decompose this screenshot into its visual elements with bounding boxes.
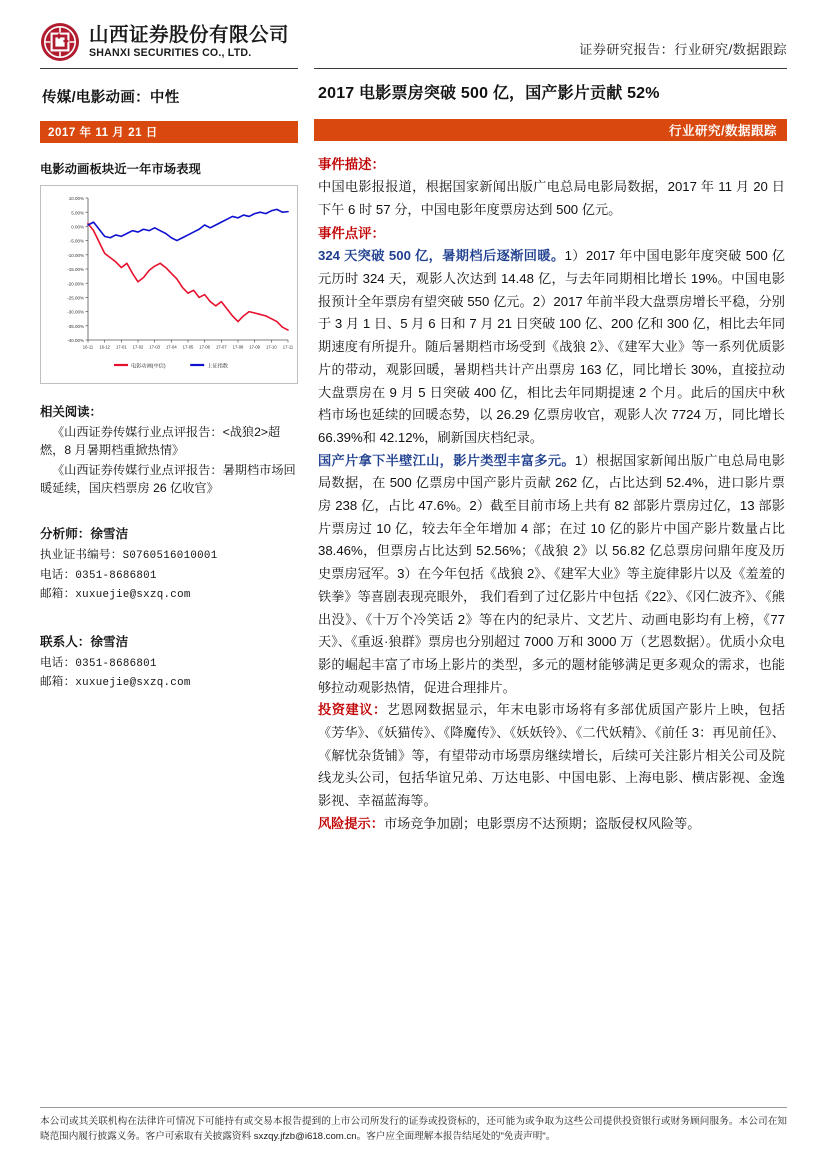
page-title: 2017 电影票房突破 500 亿，国产影片贡献 52% (318, 85, 660, 102)
investment-advice-body: 艺恩网数据显示，年末电影市场将有多部优质国产影片上映，包括《芳华》、《妖猫传》、《降魔传》、《妖妖铃》、《二代妖精》、《前任 3：再见前任》、《解忧杂货铺》等，有望带动市场票房继续增长，后续可关注影片相关公司及院线龙头公司，包括华谊兄弟、万达电影、中国电影、上海电影、横店影视、金逸影视、幸福蓝海等。 (318, 702, 786, 809)
analyst-email-label: 邮箱： (40, 587, 76, 601)
investment-advice-head: 投资建议： (318, 702, 387, 718)
comment-1-lead: 324 天突破 500 亿，暑期档后逐渐回暖。 (318, 248, 565, 264)
analyst-email (40, 585, 298, 604)
analyst-phone (40, 566, 298, 585)
svg-text:上证指数: 上证指数 (207, 363, 228, 370)
svg-text:电影动画(中信): 电影动画(中信) (131, 363, 166, 370)
body-columns (40, 69, 787, 836)
masthead (40, 0, 787, 62)
risk-warning-body: 市场竞争加剧；电影票房不达预期；盗版侵权风险等。 (383, 815, 701, 831)
page-footer (40, 1107, 787, 1145)
contact-email-value[interactable]: xuxuejie@sxzq.com (75, 677, 191, 690)
date-banner (40, 121, 298, 143)
svg-text:-30.00%: -30.00% (67, 309, 84, 315)
comment-2-lead: 国产片拿下半壁江山，影片类型丰富多元。 (318, 452, 575, 468)
footer-disclaimer: 本公司或其关联机构在法律许可情况下可能持有或交易本报告提到的上市公司所发行的证券或投资标的，还可能为或争取为这些公司提供投资银行或财务顾问服务。本公司在知晓范围内履行披露义务。客户可索取有关披露资料 sxzqy.jfzb@i618.com.cn。客户应全面理解本报告结尾处的"免责声明"。 (40, 1115, 787, 1143)
svg-text:17-09: 17-09 (249, 344, 261, 350)
svg-text:-5.00%: -5.00% (69, 238, 84, 244)
report-kind-label: 证券研究报告：行业研究/数据跟踪 (579, 42, 787, 57)
analyst-email-value[interactable]: xuxuejie@sxzq.com (75, 589, 191, 602)
svg-text:17-01: 17-01 (115, 344, 127, 350)
analyst-license-value: S0760516010001 (122, 550, 218, 563)
date-banner-text: 2017 年 11 月 21 日 (48, 126, 158, 139)
brand-block (40, 22, 298, 62)
brand-names (89, 25, 289, 60)
left-column (40, 69, 298, 836)
svg-text:10.00%: 10.00% (68, 196, 84, 202)
svg-text:17-05: 17-05 (182, 344, 194, 350)
chart-title: 电影动画板块近一年市场表现 (40, 162, 202, 176)
market-performance-chart (40, 185, 298, 384)
event-comment-head: 事件点评： (318, 226, 385, 242)
comment-paragraph-1 (318, 245, 785, 449)
chart-svg (44, 190, 294, 380)
comment-paragraph-2 (318, 450, 785, 700)
shanxi-securities-seal-logo (40, 22, 80, 62)
svg-text:17-04: 17-04 (165, 344, 177, 350)
svg-text:-20.00%: -20.00% (67, 281, 84, 287)
svg-text:-15.00%: -15.00% (67, 267, 84, 273)
analyst-block (40, 523, 298, 604)
svg-text:-35.00%: -35.00% (67, 323, 84, 329)
svg-text:16-11: 16-11 (82, 344, 94, 350)
contact-email (40, 673, 298, 692)
analyst-name: 分析师：徐雪洁 (40, 527, 129, 542)
sector-rating: 传媒/电影动画：中性 (42, 90, 180, 106)
svg-text:-25.00%: -25.00% (67, 295, 84, 301)
company-name-cn: 山西证券股份有限公司 (89, 23, 290, 46)
company-name-en: SHANXI SECURITIES CO., LTD. (89, 47, 252, 60)
svg-text:-10.00%: -10.00% (67, 252, 84, 258)
svg-text:-40.00%: -40.00% (67, 338, 84, 344)
svg-text:17-06: 17-06 (199, 344, 211, 350)
svg-text:17-07: 17-07 (215, 344, 227, 350)
right-column (314, 69, 787, 836)
related-reading-item[interactable]: 《山西证券传媒行业点评报告：<战狼2>超燃，8 月暑期档重掀热情》 (40, 425, 281, 458)
risk-warning-head: 风险提示： (318, 815, 384, 831)
analyst-license-label: 执业证书编号： (40, 548, 123, 562)
footer-divider (40, 1107, 787, 1108)
analyst-license (40, 546, 298, 565)
contact-phone (40, 654, 298, 673)
tag-banner-text: 行业研究/数据跟踪 (669, 123, 777, 138)
svg-text:17-02: 17-02 (132, 344, 144, 350)
svg-text:0.00%: 0.00% (71, 224, 84, 230)
related-reading-item[interactable]: 《山西证券传媒行业点评报告：暑期档市场回暖延续，国庆档票房 26 亿收官》 (40, 462, 296, 495)
contact-phone-value: 0351-8686801 (75, 657, 157, 670)
comment-1-body: 1）2017 年中国电影年度突破 500 亿元历时 324 天，观影人次达到 14.48 亿，与去年同期相比增长 19%。中国电影报预计全年票房有望突破 550 亿元。2）2017 年前半段大盘票房增长平稳，分别于 3 月 1 日、5 月 6 日和 7 月 21 日突破 100 亿、200 亿和 300 亿，相比去年同期速度有所提升。随后暑期档市场受到《战狼 2》、《建军大业》等一系列优质影片的带动，观影回暖，暑期档共计产出票房 163 亿，同比增长 30%，直接拉动大盘票房在 9 月 5 日突破 400 亿，相比去年同期提速 2 个月。此后的国庆中秋档市场也延续的回暖态势，以 26.29 亿票房收官，观影人次 7724 万，同比增长 66.39%和 42.12%，刷新国庆档纪录。 (318, 248, 785, 445)
svg-text:5.00%: 5.00% (71, 210, 84, 216)
contact-phone-label: 电话： (40, 655, 76, 669)
svg-text:17-03: 17-03 (149, 344, 161, 350)
contact-email-label: 邮箱： (40, 675, 76, 689)
masthead-right (298, 39, 787, 62)
event-description-body: 中国电影报报道，根据国家新闻出版广电总局电影局数据，2017 年 11 月 20 日下午 6 时 57 分，中国电影年度票房达到 500 亿元。 (318, 178, 785, 217)
investment-advice (318, 699, 785, 813)
related-reading-head: 相关阅读： (40, 405, 102, 419)
svg-text:17-10: 17-10 (265, 344, 277, 350)
comment-2-body: 1）根据国家新闻出版广电总局电影局数据，在 500 亿票房中国产影片贡献 262 亿，占比达到 52.4%，进口影片票房 238 亿，占比 47.6%。2）截至目前市场上共有 82 部影片票房过亿，13 部影片票房过 10 亿，较去年全年增加 4 部；在过 10 亿的影片中国产影片数量占比 38.46%，但票房占比达到 52.56%；《战狼 2》以 56.82 亿总票房问鼎年度及历史票房冠军。3）在今年包括《战狼 2》、《建军大业》等主旋律影片以及《羞羞的铁拳》等喜剧表现亮眼外， 我们看到了过亿影片中包括《22》、《冈仁波齐》、《熊出没》、《十万个冷笑话 2》等在内的纪录片、文艺片、动画电影均有上榜，《77 天》、《重返·狼群》票房也分别超过 7000 万和 3000 万（艺恩数据）。优质小众电影的崛起丰富了市场上影片的类型，多元的题材能够满足更多观众的需求，也能够拉动观影热情，促进合理排片。 (318, 452, 785, 695)
svg-text:17-08: 17-08 (232, 344, 244, 350)
tag-banner (314, 119, 787, 141)
event-description-head: 事件描述： (318, 156, 385, 172)
svg-text:17-11: 17-11 (282, 344, 294, 350)
risk-warning (318, 813, 785, 836)
analyst-phone-label: 电话： (40, 567, 76, 581)
analyst-phone-value: 0351-8686801 (75, 569, 157, 582)
contact-person-name: 联系人：徐雪洁 (40, 634, 129, 649)
article-body (314, 141, 787, 836)
related-reading-block (40, 402, 298, 497)
svg-text:16-12: 16-12 (99, 344, 111, 350)
contact-person-block (40, 631, 298, 693)
